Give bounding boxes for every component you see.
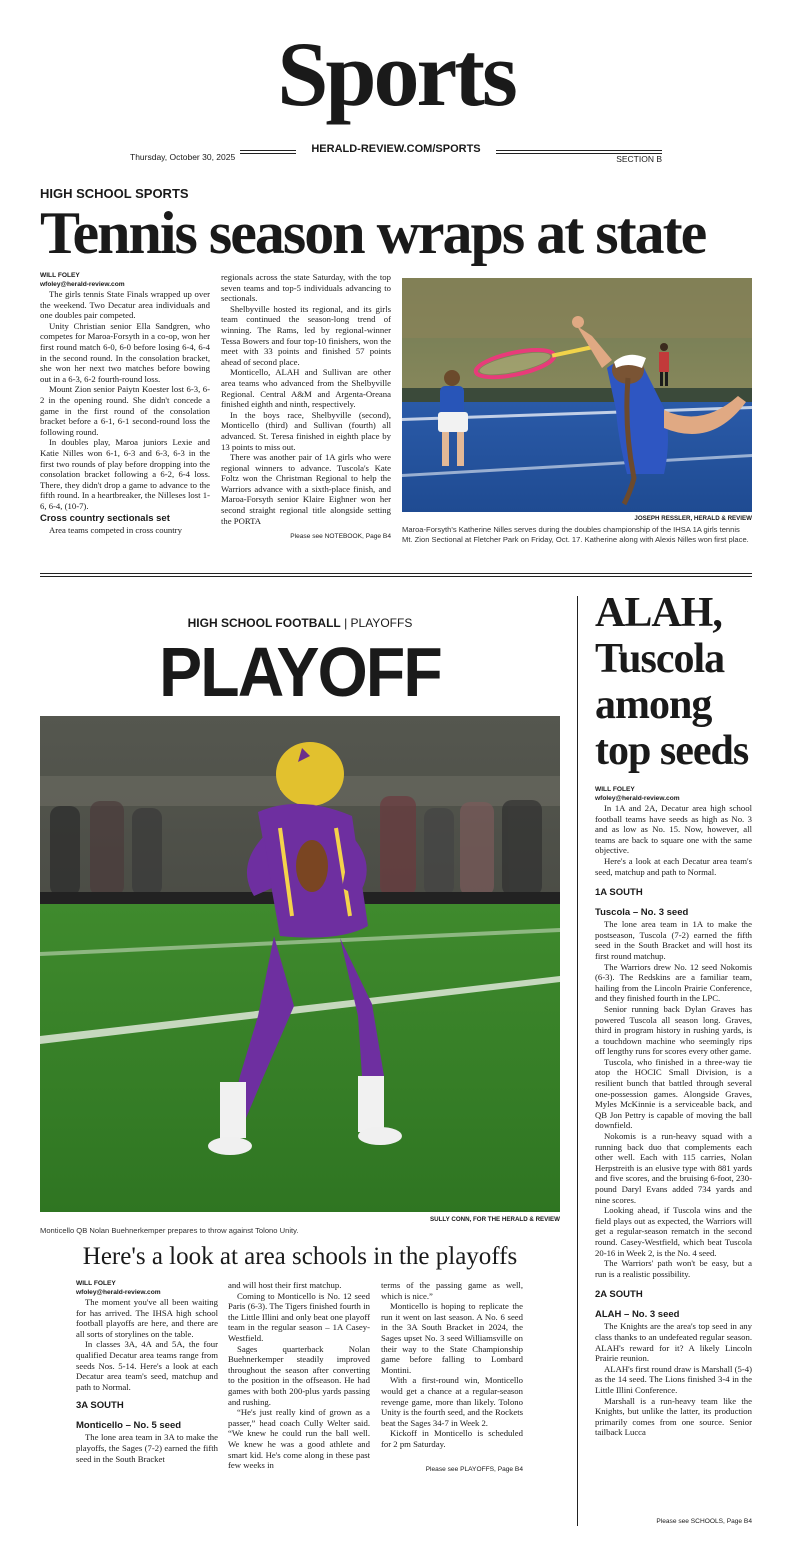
- football-photo-caption: Monticello QB Nolan Buehnerkemper prepares to throw against Tolono Unity.: [40, 1226, 299, 1235]
- tennis-jump-link[interactable]: Please see NOTEBOOK, Page B4: [290, 533, 391, 541]
- seeds-column: WILL FOLEY wfoley@herald-review.com In 1A and 2A, Decatur area high school football teams have seeds as high as No. 3 and as low as No. 15. Now, however, all teams are back to square one with the same objective. Here's a look at each Decatur area team's seed, matchup and path to Normal. 1A SOUTH Tuscola – No. 3 seed The lone area team in 1A to make the postseason, Tuscola (7-2) earned the fifth seed in the South Bracket and will host its first round matchup. The Warriors drew No. 12 seed Nokomis (6-3). The Redskins are a familiar team, hailing from the Lincoln Prairie Conference, and they finished fourth in the LPC. Senior running back Dylan Graves has powered Tuscola all season long. Graves, third in program history in rushing yards, is a touchdown machine who seemingly rips off lengthy runs for scores every other game. Tuscola, who finished in a three-way tie atop the HOCIC Small Division, is a resilient bunch that battled through several one-possession games. Alongside Graves, Myles McKinnie is a serviceable back, and QB Jon Pettry is capable of moving the ball downfield. Nokomis is a run-heavy squad with a running back duo that complements each other well. Each with 115 carries, Nolan Herpstreith is an elusive type with 881 yards and five scores, and the bruising 6-foot, 230-pound Daryl Evans added 734 yards and nine scores. Looking ahead, if Tuscola wins and the field plays out as expected, the Warriors will get a regular-season rematch in the second round. Casey-Westfield, which beat Tuscola 20-16 in Week 2, is the No. 4 seed. The Warriors' path won't be easy, but a run is a realistic possibility. 2A SOUTH ALAH – No. 3 seed The Knights are the area's top seed in any class thanks to an undefeated regular season. ALAH's reward for it? A likely Lincoln Prairie reunion. ALAH's first round draw is Marshall (5-4) as the 14 seed. The Lions finished 3-4 in the Little Illini Conference. Marshall is a run-heavy team like the Knights, but unlike the latter, its production primarily comes from one source. Senior tailback Lucca: [595, 786, 752, 1438]
- playoffs-section-3a-sub: Monticello – No. 5 seed: [76, 1420, 182, 1432]
- masthead-title: Sports: [277, 23, 515, 125]
- seeds-section-1a: 1A SOUTH: [595, 887, 643, 899]
- seeds-section-2a-sub: ALAH – No. 3 seed: [595, 1309, 680, 1321]
- playoffs-headline[interactable]: PLAYOFF: [159, 633, 441, 711]
- seeds-byline-email[interactable]: wfoley@herald-review.com: [595, 795, 680, 802]
- tennis-col-2: [221, 272, 391, 540]
- tennis-photo-caption: Maroa-Forsyth's Katherine Nilles serves during the doubles championship of the IHSA 1A girls tennis Mt. Zion Sectional at Fletcher Park on Friday, Oct. 17. Katherine along with Alexis Nilles won first place.: [402, 525, 749, 544]
- playoffs-col-2: and will host their first matchup. Coming to Monticello is No. 12 seed Paris (6-3). The Tigers finished fourth in the Little Illini and only beat one playoff team in the regular season – 1A Casey-Westfield. Sages quarterback Nolan Buehnerkemper steadily improved throughout the season after converting to the position in the offseason. He had games with both 200-plus yards passing and rushing. “He's just really kind of grown as a passer,” head coach Cully Welter said. “We knew he could run the ball well. We knew he was a good athlete and smart kid. He's come along in these past few weeks in: [228, 1280, 370, 1471]
- playoffs-subheadline[interactable]: Here's a look at area schools in the playoffs: [82, 1243, 518, 1270]
- seeds-section-2a: 2A SOUTH: [595, 1289, 643, 1301]
- football-photo: [40, 716, 560, 1212]
- seeds-section-1a-sub: Tuscola – No. 3 seed: [595, 907, 689, 919]
- seeds-headline[interactable]: ALAH, Tuscola among top seeds: [595, 590, 749, 774]
- playoffs-col-3: terms of the passing game as well, which is nice.” Monticello is hoping to replicate the run it went on last season. A No. 6 seed in the 3A South Bracket in 2024, the Sages upset No. 3 seed Williamsville on their way to the State Championship game before falling to Lombard Montini. With a first-round win, Monticello would get a chance at a regular-season revenge game, more than likely. Tolono Unity is the fourth seed, and the Rockets beat the Sages 34-7 in Week 2. Kickoff in Monticello is scheduled for 2 pm Saturday. Please see PLAYOFFS, Page B4: [381, 1280, 523, 1473]
- playoffs-section-3a: 3A SOUTH: [76, 1400, 124, 1412]
- tennis-col1-text: The girls tennis State Finals wrapped up over the weekend. Two Decatur area individuals and one doubles pair competed. Unity Christian senior Ella Sandgren, who competes for Maroa-Forsyth in a co-op, won her first round match 6-0, 6-0 before losing 6-4, 6-4 in the second round. In the consolation bracket, she won her next two matches before bowing out in a 6-3, 6-2 fourth-round loss. Mount Zion senior Paiytn Koester lost 6-3, 6-2 in the opening round. She didn't concede a game in the first round of the consolation bracket before a 6-1, 6-1 second-round loss the following round. In doubles play, Maroa juniors Lexie and Katie Nilles won 6-1, 6-3 and 6-3, 6-3 in the first two rounds of play before dropping into the consolation bracket following a 6-2, 6-4 loss. There, they didn't drop a game to advance to the fifth round. In a heartbreaker, the Nilleses lost 1-6, 6-4, (10-7).: [40, 289, 210, 511]
- tennis-kicker: HIGH SCHOOL SPORTS: [40, 186, 189, 201]
- tennis-photo: [402, 278, 752, 512]
- issue-date: Thursday, October 30, 2025: [130, 152, 236, 162]
- seeds-jump-link[interactable]: Please see SCHOOLS, Page B4: [656, 1518, 752, 1525]
- section-label: SECTION B: [616, 154, 662, 164]
- tennis-byline-email[interactable]: wfoley@herald-review.com: [40, 281, 125, 288]
- playoffs-byline-name: WILL FOLEY: [76, 1280, 116, 1287]
- seeds-byline-name: WILL FOLEY: [595, 786, 635, 793]
- tennis-col-1: WILL FOLEY wfoley@herald-review.com The girls tennis State Finals wrapped up over the weekend. Two Decatur area individuals and one doubles pair competed. Unity Christian senior Ella Sandgren, who competes for Maroa-Forsyth in a co-op, won her first round match 6-0, 6-0 before losing 6-4, 6-4 in the second round. In the consolation bracket, she won her next two matches before bowing out in a 6-3, 6-2 fourth-round loss. Mount Zion senior Paiytn Koester lost 6-3, 6-2 in the opening round. She didn't concede a game in the first round of the consolation bracket before a 6-1, 6-1 second-round loss the following round. In doubles play, Maroa juniors Lexie and Katie Nilles won 6-1, 6-3 and 6-3, 6-3 in the first two rounds of play before dropping into the consolation bracket following a 6-2, 6-4 loss. There, they didn't drop a game to advance to the fifth round. In a heartbreaker, the Nilleses lost 1-6, 6-4, (10-7). Cross country sectionals set Area teams competed in cross country: [40, 272, 210, 536]
- tennis-byline-name: WILL FOLEY: [40, 272, 80, 279]
- tennis-headline[interactable]: Tennis season wraps at state: [40, 200, 706, 266]
- tennis-col2-text: regionals across the state Saturday, with the top seven teams and top-5 individuals advancing to sectionals. Shelbyville hosted its regional, and its girls team continued the season-long trend of winning. The Rams, led by regional-winner Tessa Bowers and four top-10 finishers, won the meet with 33 points and finished 57 points ahead of second place. Monticello, ALAH and Sullivan are other area teams who advanced from the Shelbyville Regional. Central A&M and Argenta-Oreana finished eighth and ninth, respectively. In the boys race, Shelbyville (second), Monticello (third) and Sullivan (fourth) all advanced. St. Teresa finished in eighth place by 13 points to miss out. There was another pair of 1A girls who were regional winners to advance. Tuscola's Kate Foltz won the Christman Regional to help the Warriors advance with a sixth-place finish, and Maroa-Forsyth senior Klaire Eighner won her second straight regional title alongside setting the PORTA: [221, 272, 391, 526]
- tennis-photo-credit: JOSEPH RESSLER, HERALD & REVIEW: [634, 515, 752, 522]
- section-url-link[interactable]: HERALD-REVIEW.COM/SPORTS: [311, 143, 481, 155]
- football-photo-credit: SULLY CONN, FOR THE HERALD & REVIEW: [430, 1216, 560, 1223]
- playoffs-kicker: HIGH SCHOOL FOOTBALL | PLAYOFFS: [187, 616, 413, 630]
- playoffs-byline-email[interactable]: wfoley@herald-review.com: [76, 1289, 161, 1296]
- playoffs-col-1: WILL FOLEY wfoley@herald-review.com The moment you've all been waiting for has arrived. The IHSA high school football playoffs are here, and there are all sorts of storylines on the table. In classes 3A, 4A and 5A, the four qualified Decatur area teams range from seeds Nos. 5-14. Here's a look at each Decatur area team's seed, matchup and path to Normal. 3A SOUTH Monticello – No. 5 seed The lone area team in 3A to make the playoffs, the Sages (7-2) earned the fifth seed in the South Bracket: [76, 1280, 218, 1464]
- tennis-subhead: Cross country sectionals set: [40, 513, 170, 525]
- playoffs-jump-link[interactable]: Please see PLAYOFFS, Page B4: [425, 1465, 523, 1473]
